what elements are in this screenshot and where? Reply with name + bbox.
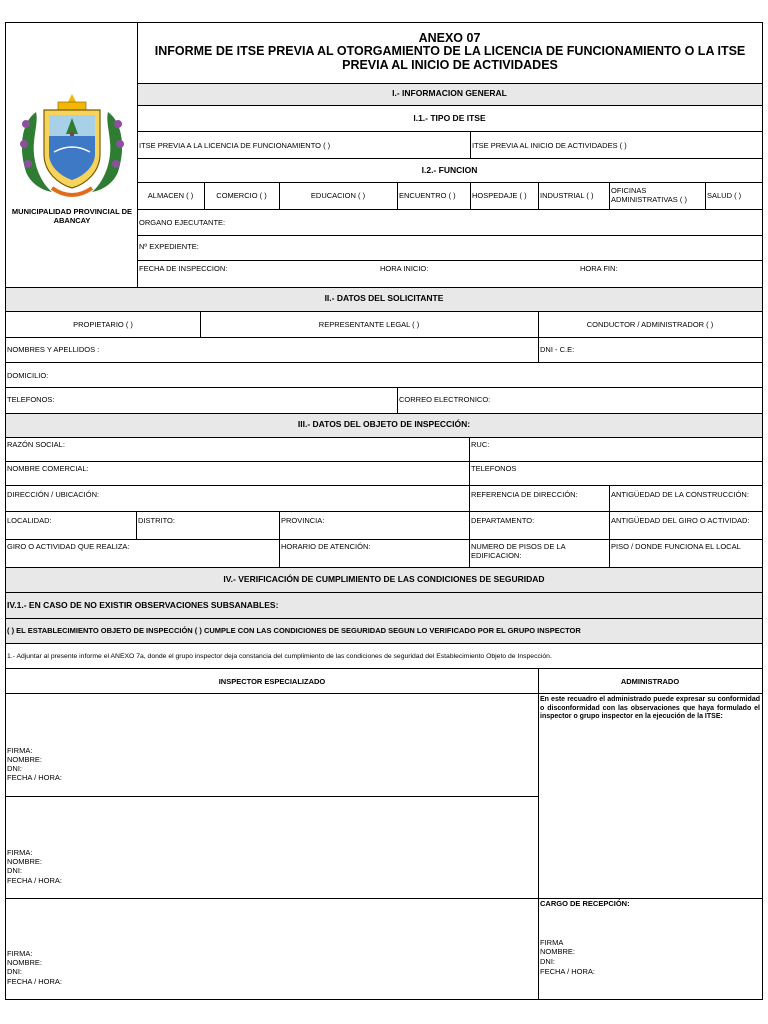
firma-label-3: FIRMA: [7,949,33,958]
section-title-objeto: III.- DATOS DEL OBJETO DE INSPECCIÓN: [297,419,471,429]
distrito-label: DISTRITO: [138,516,175,525]
antiguedad-giro-label: ANTIGÜEDAD DEL GIRO O ACTIVIDAD: [611,516,750,525]
pisos-label: NUMERO DE PISOS DE LA EDIFICACION: [471,542,566,560]
rule [5,437,763,438]
horario-label: HORARIO DE ATENCIÓN: [281,542,371,551]
funcion-industrial[interactable]: INDUSTRIAL ( ) [540,191,594,200]
propietario-option[interactable]: PROPIETARIO ( ) [73,320,133,329]
dni-label: DNI - C.E: [540,345,575,354]
cargo-firma-label: FIRMA [540,938,564,947]
provincia-label: PROVINCIA: [281,516,325,525]
referencia-label: REFERENCIA DE DIRECCIÓN: [471,490,578,499]
funcion-comercio[interactable]: COMERCIO ( ) [216,191,267,200]
rule [5,539,763,540]
fecha-hora-label-1: FECHA / HORA: [7,773,63,782]
col-divider [538,182,539,209]
funcion-oficinas[interactable]: OFICINAS ADMINISTRATIVAS ( ) [611,186,687,204]
firma-label-2: FIRMA: [7,848,33,857]
telefonos-objeto-label: TELEFONOS [471,464,517,473]
ruc-label: RUC: [471,440,490,449]
cargo-dni-label: DNI: [540,957,555,966]
organo-ejecutante-label: ORGANO EJECUTANTE: [139,218,226,227]
expediente-label: Nº EXPEDIENTE: [139,242,199,251]
funcion-hospedaje[interactable]: HOSPEDAJE ( ) [472,191,527,200]
nombre-label-2: NOMBRE: [7,857,43,866]
administrado-instructions: En este recuadro el administrado puede expresar su conformidad o disconformidad con las observaciones que haya formulado el inspector o grupo inspector en la ejecución de la ITSE: [540,696,760,720]
municipality-name: MUNICIPALIDAD PROVINCIAL DE ABANCAY [11,207,133,225]
rule [137,158,762,159]
inspector-header: INSPECTOR ESPECIALIZADO [218,677,326,686]
cargo-fecha-hora-label: FECHA / HORA: [540,967,596,976]
rule [5,511,763,512]
conductor-option[interactable]: CONDUCTOR / ADMINISTRADOR ( ) [586,320,714,329]
col-divider [609,182,610,209]
col-divider [469,437,470,567]
departamento-label: DEPARTAMENTO: [471,516,535,525]
rule [5,311,763,312]
rule [137,260,762,261]
section-title-general: I.- INFORMACION GENERAL [392,88,507,98]
form-title: INFORME DE ITSE PREVIA AL OTORGAMIENTO DE LA LICENCIA DE FUNCIONAMIENTO O LA ITSE PREVIA AL INICIO DE ACTIVIDADES [154,44,746,72]
fecha-inspeccion-label: FECHA DE INSPECCION: [139,264,228,273]
direccion-label: DIRECCIÓN / UBICACIÓN: [7,490,100,499]
rule [5,337,763,338]
col-divider [136,511,137,539]
fecha-hora-label-3: FECHA / HORA: [7,977,63,986]
subsection-tipo-itse: I.1.- TIPO DE ITSE [413,113,486,123]
firma-label-1: FIRMA: [7,746,33,755]
cargo-nombre-label: NOMBRE: [540,947,576,956]
rule [5,643,763,644]
col-divider [705,182,706,209]
rule [5,618,763,619]
localidad-label: LOCALIDAD: [7,516,52,525]
nombres-label: NOMBRES Y APELLIDOS : [7,345,100,354]
col-divider [538,668,539,1000]
rule [5,287,763,288]
dni-label-2: DNI: [7,866,22,875]
rule [137,131,762,132]
giro-label: GIRO O ACTIVIDAD QUE REALIZA: [7,542,130,551]
rule [5,796,538,797]
piso-donde-label: PISO / DONDE FUNCIONA EL LOCAL [611,542,741,551]
rule [5,387,763,388]
col-divider [470,131,471,158]
col-divider [397,182,398,209]
funcion-almacen[interactable]: ALMACEN ( ) [147,191,194,200]
antiguedad-construccion-label: ANTIGÜEDAD DE LA CONSTRUCCIÓN: [611,490,749,499]
rule [5,567,763,568]
rule [5,668,763,669]
cargo-recepcion-title: CARGO DE RECEPCIÓN: [540,899,630,908]
rule [5,898,763,899]
rule [137,182,762,183]
domicilio-label: DOMICILIO: [7,371,49,380]
subsection-funcion: I.2.- FUNCION [421,165,478,175]
hora-inicio-label: HORA INICIO: [380,264,429,273]
representante-option[interactable]: REPRESENTANTE LEGAL ( ) [318,320,420,329]
rule [5,413,763,414]
annex-label: ANEXO 07 [418,31,481,45]
razon-social-label: RAZÓN SOCIAL: [7,440,65,449]
section-title-solicitante: II.- DATOS DEL SOLICITANTE [324,293,444,303]
funcion-encuentro[interactable]: ENCUENTRO ( ) [399,191,456,200]
hora-fin-label: HORA FIN: [580,264,618,273]
telefonos-label: TELEFONOS: [7,395,55,404]
col-divider [609,485,610,567]
col-divider [397,387,398,413]
fecha-hora-label-2: FECHA / HORA: [7,876,63,885]
correo-label: CORREO ELECTRONICO: [399,395,491,404]
rule [5,362,763,363]
administrado-header: ADMINISTRADO [620,677,680,686]
nombre-comercial-label: NOMBRE COMERCIAL: [7,464,89,473]
tipo-itse-inicio[interactable]: ITSE PREVIA AL INICIO DE ACTIVIDADES ( ) [472,141,627,150]
rule [5,485,763,486]
rule [5,461,763,462]
nombre-label-1: NOMBRE: [7,755,43,764]
rule [137,83,762,84]
dni-label-3: DNI: [7,967,22,976]
subsection-iv1: IV.1.- EN CASO DE NO EXISTIR OBSERVACIONES SUBSANABLES: [7,600,279,610]
funcion-educacion[interactable]: EDUCACION ( ) [310,191,366,200]
header-divider [137,22,138,287]
rule [137,105,762,106]
rule [137,209,762,210]
note-anexo-7a: 1.- Adjuntar al presente informe el ANEXO 7a, donde el grupo inspector deja constancia del cumplimiento de las condiciones de seguridad del Establecimiento Objeto de Inspección. [7,653,552,660]
municipal-coat-of-arms-icon [14,92,130,204]
col-divider [470,182,471,209]
cumplimiento-statement[interactable]: ( ) EL ESTABLECIMIENTO OBJETO DE INSPECCIÓN ( ) CUMPLE CON LAS CONDICIONES DE SEGURIDAD SEGUN LO VERIFICADO POR EL GRUPO INSPECTOR [7,626,581,635]
nombre-label-3: NOMBRE: [7,958,43,967]
rule [137,235,762,236]
section-title-verificacion: IV.- VERIFICACIÓN DE CUMPLIMIENTO DE LAS CONDICIONES DE SEGURIDAD [223,574,545,584]
funcion-salud[interactable]: SALUD ( ) [707,191,742,200]
rule [5,693,763,694]
rule [5,592,763,593]
dni-label-1: DNI: [7,764,22,773]
tipo-itse-licencia[interactable]: ITSE PREVIA A LA LICENCIA DE FUNCIONAMIENTO ( ) [139,141,331,150]
